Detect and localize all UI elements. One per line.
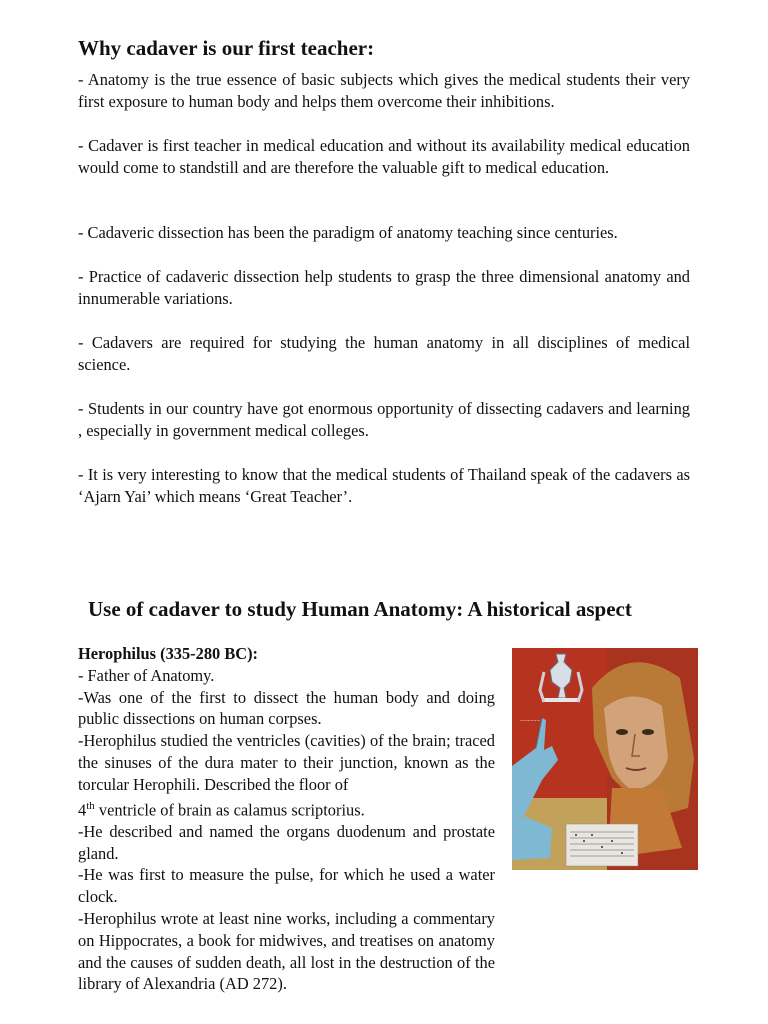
point-paradigm: - Cadaveric dissection has been the paradigm of anatomy teaching since centuries. [78,223,618,242]
section-title-historical-aspect: Use of cadaver to study Human Anatomy: A historical aspect [88,597,632,621]
herophilus-line-works: -Herophilus wrote at least nine works, including a commentary on Hippocrates, a book for midwives, and treatises on anatomy and the causes of sudden death, all lost in the destruction of the library of Alexandria (AD 272). [78,909,495,994]
point-anatomy-essence: - Anatomy is the true essence of basic subjects which gives the medical students their very first exposure to human body and helps them overcome their inhibitions. [78,70,690,111]
herophilus-portrait [512,648,698,870]
herophilus-heading: Herophilus (335-280 BC): [78,644,259,663]
section-title-cadaver-teacher: Why cadaver is our first teacher: [78,36,375,60]
herophilus-line-ventricles: -Herophilus studied the ventricles (cavities) of the brain; traced the sinuses of the dura mater to their junction, known as the torcular Herophili. Described the floor of [78,731,495,794]
point-first-teacher: - Cadaver is first teacher in medical education and without its availability medical education would come to standstill and are therefore the valuable gift to medical education. [78,136,690,177]
point-opportunity: - Students in our country have got enormous opportunity of dissecting cadavers and learning , especially in government medical colleges. [78,399,690,440]
herophilus-line-pulse: -He was first to measure the pulse, for which he used a water clock. [78,865,495,907]
herophilus-section [78,643,495,995]
ordinal-number: 4 [78,800,87,820]
svg-text:~~~~~~: ~~~~~~ [520,718,541,723]
herophilus-line-father: - Father of Anatomy. [78,665,215,685]
ordinal-suffix: th [86,799,95,812]
herophilus-line-fourth-ventricle [78,796,495,821]
point-three-dimensional: - Practice of cadaveric dissection help students to grasp the three dimensional anatomy and innumerable variations. [78,267,690,308]
herophilus-line-organs: -He described and named the organs duodenum and prostate gland. [78,821,495,863]
fourth-ventricle-text: ventricle of brain as calamus scriptorius. [98,800,365,820]
point-thailand: - It is very interesting to know that the medical students of Thailand speak of the cadavers as ‘Ajarn Yai’ which means ‘Great Teacher’. [78,465,690,506]
herophilus-line-dissect: -Was one of the first to dissect the human body and doing public dissections on human corpses. [78,687,495,729]
point-disciplines: - Cadavers are required for studying the human anatomy in all disciplines of medical science. [78,333,690,374]
